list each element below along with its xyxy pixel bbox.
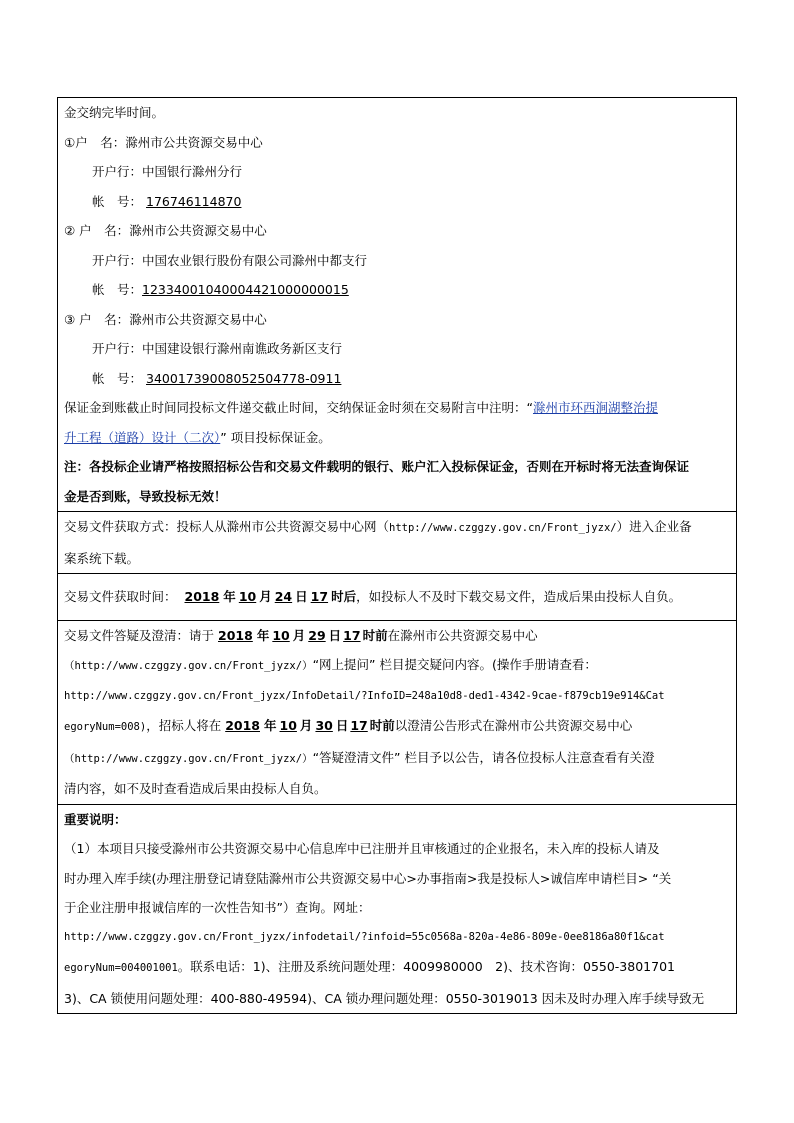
deposit-deadline-line-2: 升工程（道路）设计（二次）” 项目投标保证金。 xyxy=(64,429,331,445)
text-line: egoryNum=004001001。联系电话：1)、注册及系统问题处理：4009980000 2)、技术咨询：0550-3801701 xyxy=(64,959,675,974)
account-3-bank: 开户行：中国建设银行滁州南谯政务新区支行 xyxy=(92,341,343,356)
deposit-warning-line-1: 注：各投标企业请严格按照招标公告和交易文件载明的银行、账户汇入投标保证金，否则在开标时将无法查询保证 xyxy=(64,459,690,474)
deposit-warning-line-2: 金是否到账，导致投标无效！ xyxy=(64,488,227,504)
account-1-bank: 开户行：中国银行滁州分行 xyxy=(92,164,243,179)
account-2-name: ② 户 名：滁州市公共资源交易中心 xyxy=(64,223,267,238)
deposit-deadline-line-1: 保证金到账截止时间同投标文件递交截止时间，交纳保证金时须在交易附言中注明：“滁州市环西涧湖整治提 xyxy=(64,400,658,415)
manual-url[interactable]: egoryNum=008) xyxy=(64,721,147,733)
obtain-method-cell xyxy=(58,512,737,574)
bank-account-cell xyxy=(58,98,737,512)
website-url[interactable]: http://www.czggzy.gov.cn/Front_jyzx/ xyxy=(389,522,617,534)
account-1-number: 帐 号： 176746114870 xyxy=(92,193,242,209)
account-2-number: 帐 号：12334001040004421000000015 xyxy=(92,282,349,297)
text-line: （1）本项目只接受滁州市公共资源交易中心信息库中已注册并且审核通过的企业报名，未入库的投标人请及 xyxy=(64,841,660,856)
text-line: 金交纳完毕时间。 xyxy=(64,105,165,120)
manual-url-line[interactable]: http://www.czggzy.gov.cn/Front_jyzx/InfoDetail/?InfoID=248a10d8-ded1-4342-9cae-f879cb19e914&Cat xyxy=(64,689,665,702)
project-name-link[interactable]: 升工程（道路）设计（二次） xyxy=(64,429,221,445)
table-row xyxy=(58,620,737,804)
website-url[interactable]: （http://www.czggzy.gov.cn/Front_jyzx/） xyxy=(64,752,313,765)
text-line: 清内容，如不及时查看造成后果由投标人自负。 xyxy=(64,781,327,796)
text-line: 交易文件答疑及澄清：请于 2018 年 10 月 29 日 17 时前在滁州市公共资源交易中心 xyxy=(64,627,538,643)
text-line: 交易文件获取时间： 2018 年 10 月 24 日 17 时后，如投标人不及时下载交易文件，造成后果由投标人自负。 xyxy=(64,589,682,604)
obtain-time-cell xyxy=(58,574,737,621)
project-name-link[interactable]: 滁州市环西涧湖整治提 xyxy=(532,400,658,415)
text-line: （http://www.czggzy.gov.cn/Front_jyzx/）“答疑澄清文件” 栏目予以公告，请各位投标人注意查看有关澄 xyxy=(64,749,655,765)
account-3-name: ③ 户 名：滁州市公共资源交易中心 xyxy=(64,311,267,327)
section-heading: 重要说明： xyxy=(64,811,127,827)
account-3-number: 帐 号： 34001739008052504778-0911 xyxy=(92,370,342,386)
table-row xyxy=(58,98,737,512)
text-line: 案系统下载。 xyxy=(64,550,140,566)
notice-url-line[interactable]: http://www.czggzy.gov.cn/Front_jyzx/infodetail/?infoid=55c0568a-820a-4e86-809e-0ee8186a80f1&cat xyxy=(64,930,665,943)
important-notes-cell xyxy=(58,804,737,1014)
clarification-cell xyxy=(58,620,737,804)
table-row xyxy=(58,512,737,574)
text-line: 时办理入库手续(办理注册登记请登陆滁州市公共资源交易中心>办事指南>我是投标人>诚信库申请栏目> “关 xyxy=(64,870,672,886)
account-1-name: ①户 名：滁州市公共资源交易中心 xyxy=(64,134,263,150)
website-url[interactable]: （http://www.czggzy.gov.cn/Front_jyzx/） xyxy=(64,660,313,672)
table-row xyxy=(58,804,737,1014)
table-row xyxy=(58,574,737,621)
text-line: egoryNum=008)，招标人将在 2018 年 10 月 30 日 17 时前以澄清公告形式在滁州市公共资源交易中心 xyxy=(64,718,633,733)
tender-info-table xyxy=(57,97,737,1014)
account-2-bank: 开户行：中国农业银行股份有限公司滁州中都支行 xyxy=(92,252,368,268)
text-line: （http://www.czggzy.gov.cn/Front_jyzx/）“网上提问” 栏目提交疑问内容。(操作手册请查看： xyxy=(64,657,597,672)
text-line: 交易文件获取方式：投标人从滁州市公共资源交易中心网（http://www.czggzy.gov.cn/Front_jyzx/）进入企业备 xyxy=(64,519,692,534)
text-line: 3)、CA 锁使用问题处理：400-880-49594)、CA 锁办理问题处理：0550-3019013 因未及时办理入库手续导致无 xyxy=(64,990,705,1006)
text-line: 于企业注册申报诚信库的一次性告知书”）查询。网址： xyxy=(64,900,371,915)
notice-url[interactable]: egoryNum=004001001 xyxy=(64,962,178,974)
